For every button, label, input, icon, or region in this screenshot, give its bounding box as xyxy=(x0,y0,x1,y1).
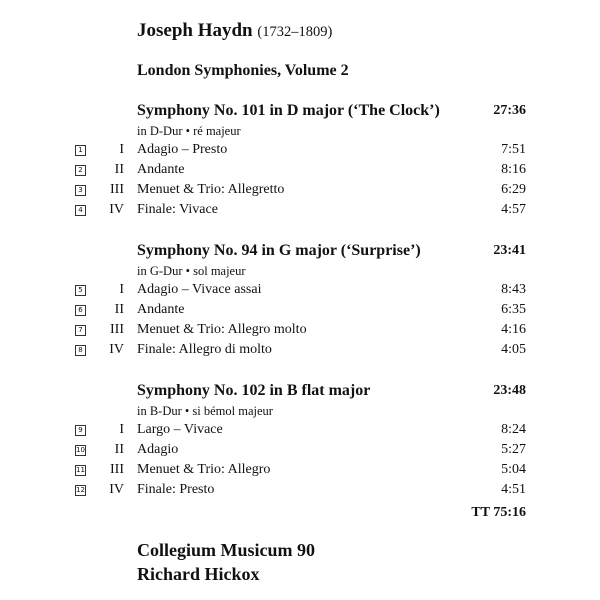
movement-number: IV xyxy=(109,342,124,357)
movement-title: Largo – Vivace xyxy=(137,422,223,437)
track-row xyxy=(0,182,600,202)
track-row xyxy=(0,302,600,322)
track-number-box: 4 xyxy=(75,205,86,216)
movement-title: Menuet & Trio: Allegro molto xyxy=(137,322,307,337)
movement-title: Adagio – Presto xyxy=(137,142,228,157)
movement-title: Adagio – Vivace assai xyxy=(137,282,262,297)
movement-number: III xyxy=(110,182,124,197)
movement-duration: 8:43 xyxy=(501,282,526,297)
performer-conductor: Richard Hickox xyxy=(137,564,260,584)
movement-duration: 5:04 xyxy=(501,462,526,477)
total-playing-time: TT 75:16 xyxy=(471,505,526,520)
movement-title: Menuet & Trio: Allegretto xyxy=(137,182,285,197)
movement-number: IV xyxy=(109,202,124,217)
movement-title: Andante xyxy=(137,162,185,177)
movement-number: II xyxy=(114,442,124,457)
movement-title: Andante xyxy=(137,302,185,317)
movement-number: I xyxy=(119,142,124,157)
track-row xyxy=(0,442,600,462)
symphony-title: Symphony No. 101 in D major (‘The Clock’) xyxy=(137,102,440,119)
movement-title: Adagio xyxy=(137,442,179,457)
track-row xyxy=(0,462,600,482)
symphony-duration: 27:36 xyxy=(493,103,526,118)
composer-dates: (1732–1809) xyxy=(257,24,333,40)
movement-duration: 7:51 xyxy=(501,142,526,157)
movement-duration: 8:24 xyxy=(501,422,526,437)
movement-duration: 4:16 xyxy=(501,322,526,337)
movement-duration: 4:51 xyxy=(501,482,526,497)
track-row xyxy=(0,162,600,182)
track-row xyxy=(0,202,600,222)
movement-number: IV xyxy=(109,482,124,497)
movement-duration: 4:57 xyxy=(501,202,526,217)
track-number-box: 2 xyxy=(75,165,86,176)
movement-number: II xyxy=(114,162,124,177)
movement-number: I xyxy=(119,282,124,297)
track-number-box: 11 xyxy=(76,466,85,474)
album-volume-title: London Symphonies, Volume 2 xyxy=(137,62,349,79)
track-number-box: 5 xyxy=(75,285,86,296)
performer-ensemble: Collegium Musicum 90 xyxy=(137,540,315,560)
symphony-title: Symphony No. 102 in B flat major xyxy=(137,382,371,399)
movement-duration: 8:16 xyxy=(501,162,526,177)
track-row xyxy=(0,142,600,162)
movement-number: III xyxy=(110,462,124,477)
track-row xyxy=(0,422,600,442)
symphony-keys: in G-Dur • sol majeur xyxy=(137,264,246,278)
track-number-box: 7 xyxy=(75,325,86,336)
movement-duration: 6:35 xyxy=(501,302,526,317)
track-number-box: 3 xyxy=(75,185,86,196)
movement-title: Finale: Vivace xyxy=(137,202,218,217)
movement-duration: 5:27 xyxy=(501,442,526,457)
track-number-box: 1 xyxy=(75,145,86,156)
movement-duration: 4:05 xyxy=(501,342,526,357)
movement-title: Finale: Presto xyxy=(137,482,215,497)
movement-list xyxy=(0,142,600,222)
track-number-box: 9 xyxy=(75,425,86,436)
symphony-title: Symphony No. 94 in G major (‘Surprise’) xyxy=(137,242,421,259)
track-row xyxy=(0,322,600,342)
composer-heading xyxy=(137,20,332,42)
movement-number: III xyxy=(110,322,124,337)
track-number-box: 10 xyxy=(76,446,85,454)
track-number-box: 6 xyxy=(75,305,86,316)
movement-list xyxy=(0,422,600,502)
movement-title: Finale: Allegro di molto xyxy=(137,342,272,357)
track-row xyxy=(0,282,600,302)
movement-title: Menuet & Trio: Allegro xyxy=(137,462,271,477)
composer-name: Joseph Haydn xyxy=(137,20,253,41)
movement-list xyxy=(0,282,600,362)
track-number-box: 8 xyxy=(75,345,86,356)
symphony-keys: in B-Dur • si bémol majeur xyxy=(137,404,273,418)
symphony-duration: 23:41 xyxy=(493,243,526,258)
track-row xyxy=(0,342,600,362)
movement-number: I xyxy=(119,422,124,437)
movement-number: II xyxy=(114,302,124,317)
track-row xyxy=(0,482,600,502)
track-number-box: 12 xyxy=(76,486,85,494)
symphony-keys: in D-Dur • ré majeur xyxy=(137,124,241,138)
movement-duration: 6:29 xyxy=(501,182,526,197)
symphony-duration: 23:48 xyxy=(493,383,526,398)
